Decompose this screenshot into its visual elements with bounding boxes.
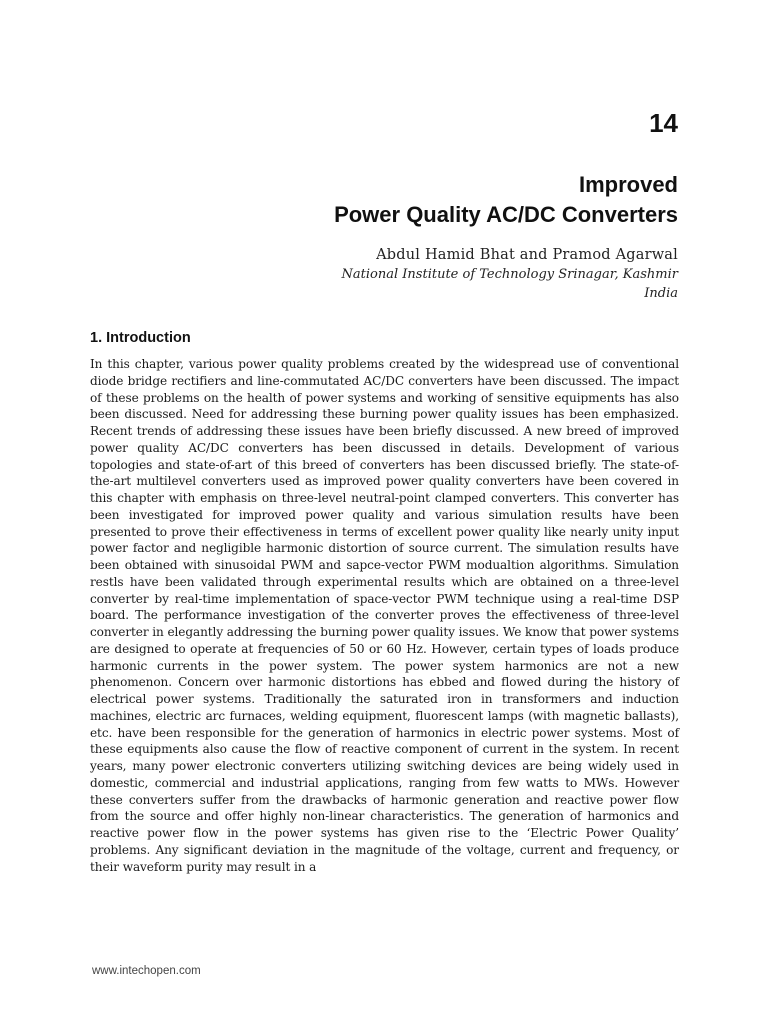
author-affiliation: National Institute of Technology Srinagar, Kashmir: [341, 267, 678, 282]
author-country: India: [644, 286, 678, 301]
chapter-title-line-2: Power Quality AC/DC Converters: [334, 202, 678, 227]
section-heading: 1. Introduction: [90, 330, 191, 346]
chapter-title-line-1: Improved: [578, 172, 678, 197]
author-block: [342, 246, 678, 303]
body-paragraph: In this chapter, various power quality problems created by the widespread use of conventional diode bridge rectifiers and line-commutated AC/DC converters have been discussed. The impact of these problems on the health of power systems and working of sensitive equipments has also been discussed. Need for addressing these burning power quality issues has been emphasized. Recent trends of addressing these issues have been briefly discussed. A new breed of improved power quality AC/DC converters has been discussed in details. Development of various topologies and state-of-art of this breed of converters has been discussed briefly. The state-of-the-art multilevel converters used as improved power quality converters have been covered in this chapter with emphasis on three-level neutral-point clamped converters. This converter has been investigated for improved power quality and various simulation results have been presented to prove their effectiveness in terms of excellent power quality like nearly unity input power factor and negligible harmonic distortion of source current. The simulation results have been obtained with sinusoidal PWM and sapce-vector PWM modualtion algorithms. Simulation restls have been validated through experimental results which are obtained on a three-level converter by real-time implementation of space-vector PWM technique using a real-time DSP board. The performance investigation of the converter proves the effectiveness of three-level converter in elegantly addressing the burning power quality issues. We know that power systems are designed to operate at frequencies of 50 or 60 Hz. However, certain types of loads produce harmonic currents in the power system. The power system harmonics are not a new phenomenon. Concern over harmonic distortions has ebbed and flowed during the history of electrical power systems. Traditionally the saturated iron in transformers and induction machines, electric arc furnaces, welding equipment, fluorescent lamps (with magnetic ballasts), etc. have been responsible for the generation of harmonics in electric power systems. Most of these equipments also cause the flow of reactive component of current in the system. In recent years, many power electronic converters utilizing switching devices are being widely used in domestic, commercial and industrial applications, ranging from few watts to MWs. However these converters suffer from the drawbacks of harmonic generation and reactive power flow from the source and offer highly non-linear characteristics. The generation of harmonics and reactive power flow in the power systems has given rise to the ‘Electric Power Quality’ problems. Any significant deviation in the magnitude of the voltage, current and frequency, or their waveform purity may result in a: [90, 357, 679, 874]
author-names: Abdul Hamid Bhat and Pramod Agarwal: [376, 247, 678, 263]
footer-url-link[interactable]: www.intechopen.com: [92, 965, 201, 977]
chapter-number: 14: [649, 108, 678, 138]
chapter-title: [334, 170, 678, 230]
